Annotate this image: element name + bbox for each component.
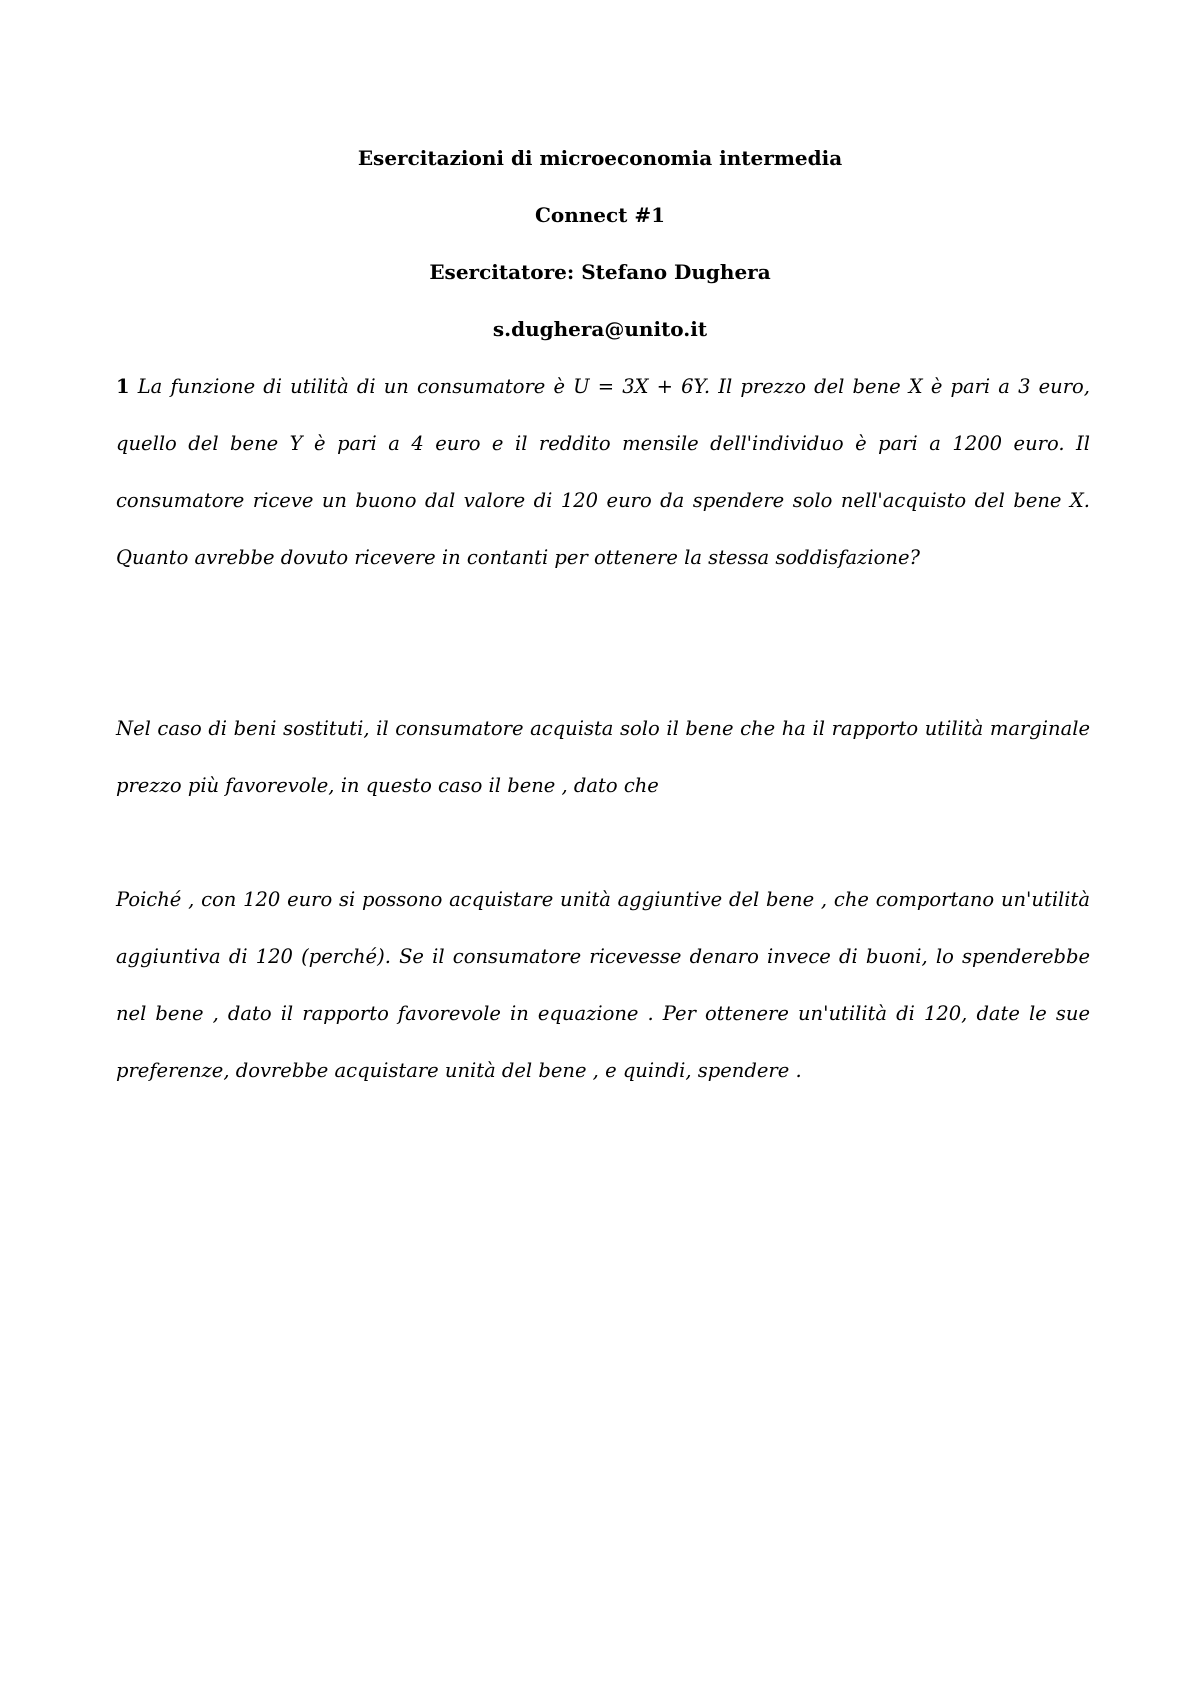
solution-line: Nel caso di beni sostituti, il consumatore acquista solo il bene che ha il rapporto utilità marginale <box>116 717 1090 740</box>
exercise-number: 1 <box>116 375 130 398</box>
solution-line: aggiuntiva di 120 (perché). Se il consumatore ricevesse denaro invece di buoni, lo spenderebbe <box>116 945 1090 968</box>
solution-line: preferenze, dovrebbe acquistare unità del bene , e quindi, spendere . <box>116 1059 802 1082</box>
document-title: Esercitazioni di microeconomia intermedia <box>357 146 843 170</box>
instructor-email: s.dughera@unito.it <box>492 317 708 341</box>
exercise-line: consumatore riceve un buono dal valore di 120 euro da spendere solo nell'acquisto del bene X. <box>116 489 1090 512</box>
solution-line: nel bene , dato il rapporto favorevole in equazione . Per ottenere un'utilità di 120, date le sue <box>116 1002 1090 1025</box>
solution-line: Poiché , con 120 euro si possono acquistare unità aggiuntive del bene , che comportano un'utilità <box>116 888 1090 911</box>
exercise-line: Quanto avrebbe dovuto ricevere in contanti per ottenere la stessa soddisfazione? <box>116 546 920 569</box>
document-subtitle: Connect #1 <box>534 203 666 227</box>
exercise-line <box>116 374 1090 400</box>
instructor-name: Esercitatore: Stefano Dughera <box>429 260 771 284</box>
exercise-text: La funzione di utilità di un consumatore è U = 3X + 6Y. Il prezzo del bene X è pari a 3 euro, <box>137 375 1090 398</box>
exercise-line: quello del bene Y è pari a 4 euro e il reddito mensile dell'individuo è pari a 1200 euro. Il <box>116 432 1090 455</box>
solution-line: prezzo più favorevole, in questo caso il bene , dato che <box>116 774 659 797</box>
